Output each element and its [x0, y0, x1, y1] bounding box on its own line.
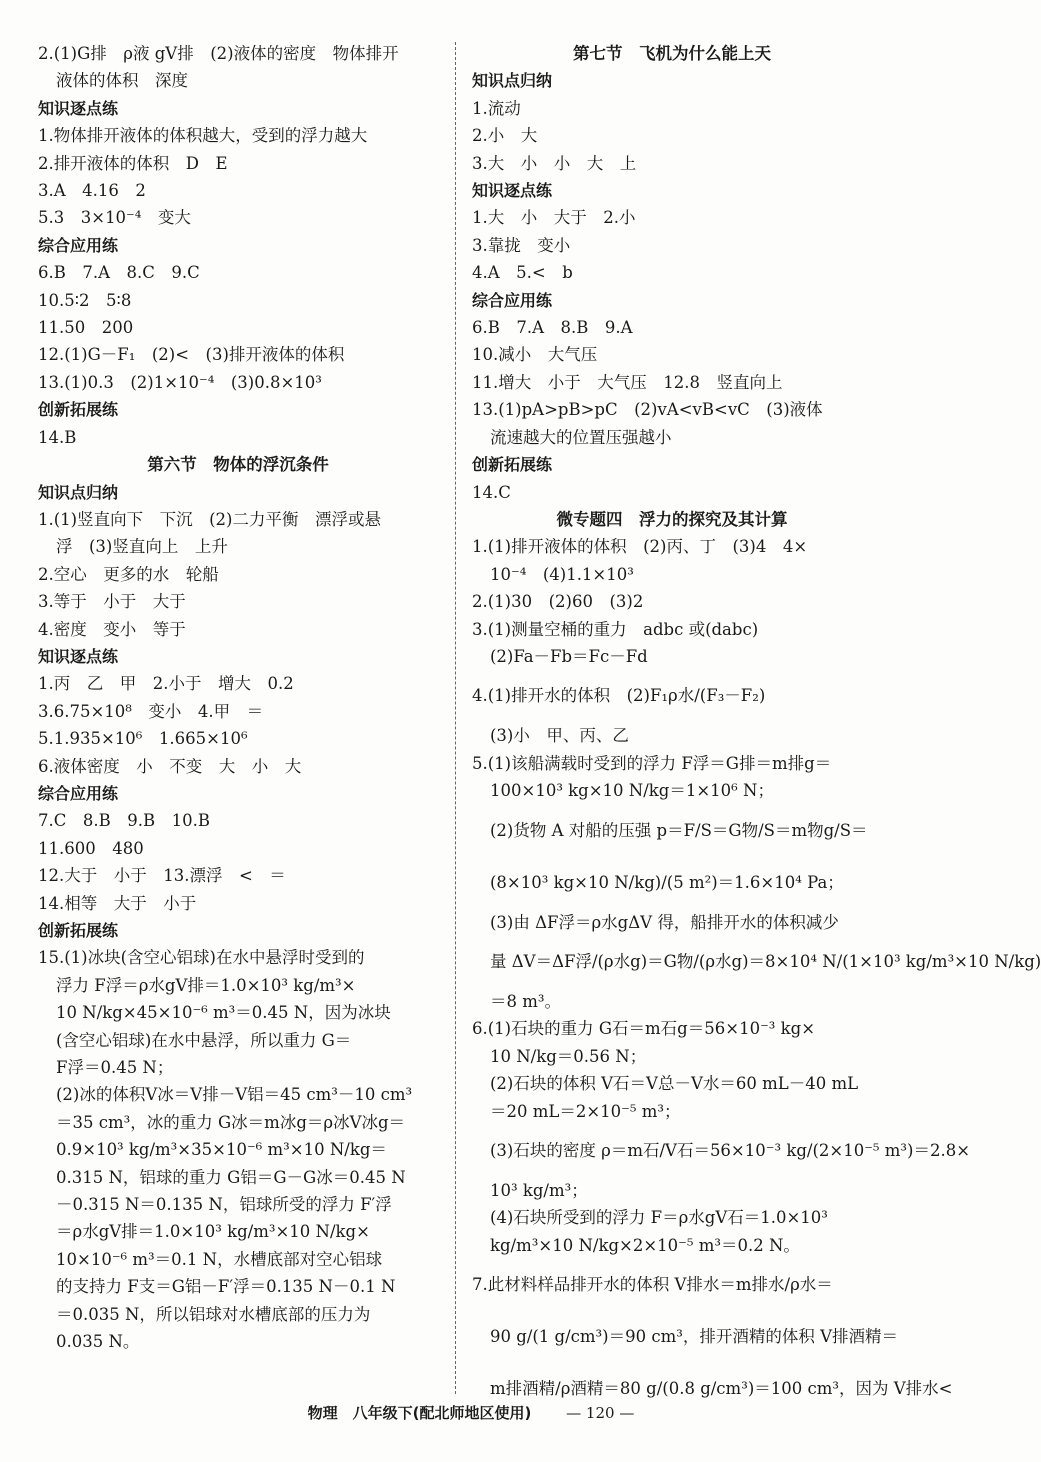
answer-line: (8×10³ kg×10 N/kg)/(5 m²)＝1.6×10⁴ Pa； [490, 872, 844, 892]
answer-line: (含空心铝球)在水中悬浮，所以重力 G＝ [56, 1030, 352, 1050]
column-divider [455, 42, 456, 1394]
answer-line: 5.1.935×10⁶ 1.665×10⁶ [38, 729, 248, 749]
answer-line: 1.(1)竖直向下 下沉 (2)二力平衡 漂浮或悬 [38, 509, 381, 529]
answer-line: 5.(1)该船满载时受到的浮力 F浮＝G排＝m排g＝ [472, 753, 832, 773]
answer-line: m排酒精/ρ酒精＝80 g/(0.8 g/cm³)＝100 cm³，因为 V排水< [490, 1379, 953, 1399]
answer-line: (2)冰的体积V冰＝V排－V铝＝45 cm³－10 cm³ [56, 1085, 413, 1105]
section-heading: 知识逐点练 [472, 181, 553, 201]
answer-line: 10.5∶2 5∶8 [38, 290, 132, 310]
answer-line: 6.B 7.A 8.B 9.A [472, 318, 633, 338]
answer-line: 14.B [38, 427, 77, 447]
answer-line: ＝ρ水gV排＝1.0×10³ kg/m³×10 N/kg× [56, 1222, 370, 1242]
right-column [472, 40, 1041, 1415]
answer-line: ＝8 m³。 [490, 991, 562, 1011]
answer-line: 4.(1)排开水的体积 (2)F₁ρ水/(F₃－F₂) [472, 686, 766, 706]
answer-line: 浮 (3)竖直向上 上升 [56, 537, 228, 557]
answer-line: 浮力 F浮＝ρ水gV排＝1.0×10³ kg/m³× [56, 975, 356, 995]
answer-line: 12.大于 小于 13.漂浮 < ＝ [38, 866, 286, 886]
answer-line: 4.密度 变小 等于 [38, 619, 186, 639]
section-heading: 创新拓展练 [472, 455, 553, 475]
answer-line: 2.(1)G排 ρ液 gV排 (2)液体的密度 物体排开 [38, 44, 399, 63]
answer-line: (3)由 ΔF浮＝ρ水gΔV 得，船排开水的体积减少 [490, 912, 839, 932]
answer-line: (2)石块的体积 V石＝V总－V水＝60 mL－40 mL [490, 1074, 859, 1094]
answer-line: 6.(1)石块的重力 G石＝m石g＝56×10⁻³ kg× [472, 1019, 816, 1039]
answer-line: 2.小 大 [472, 126, 538, 146]
answer-line: 3.大 小 小 大 上 [472, 153, 637, 173]
answer-line: 12.(1)G－F₁ (2)< (3)排开液体的体积 [38, 345, 345, 365]
answer-line: 量 ΔV＝ΔF浮/(ρ水g)＝G物/(ρ水g)＝8×10⁴ N/(1×10³ kg/m³×10 N/kg) [490, 951, 1041, 971]
chapter-title: 微专题四 浮力的探究及其计算 [556, 509, 788, 529]
answer-line: 10×10⁻⁶ m³＝0.1 N，水槽底部对空心铝球 [56, 1249, 383, 1269]
section-heading: 知识逐点练 [38, 646, 119, 666]
answer-line: 1.物体排开液体的体积越大，受到的浮力越大 [38, 126, 368, 146]
answer-line: (4)石块所受到的浮力 F＝ρ水gV石＝1.0×10³ [490, 1208, 828, 1228]
answer-line: ＝35 cm³，冰的重力 G冰＝m冰g＝ρ冰V冰g＝ [56, 1112, 406, 1132]
answer-line: 0.315 N，铝球的重力 G铝＝G－G冰＝0.45 N [56, 1167, 406, 1187]
answer-line: 4.A 5.< b [472, 263, 573, 283]
answer-line: －0.315 N＝0.135 N，铝球所受的浮力 F′浮 [56, 1195, 392, 1215]
answer-line: 13.(1)pA>pB>pC (2)vA<vB<vC (3)液体 [472, 400, 823, 420]
answer-line: 3.6.75×10⁸ 变小 4.甲 ＝ [38, 701, 264, 721]
answer-line: 11.600 480 [38, 838, 144, 858]
answer-line: 液体的体积 深度 [56, 71, 188, 91]
answer-line: 10 N/kg×45×10⁻⁶ m³＝0.45 N，因为冰块 [56, 1003, 391, 1023]
footer-book-info: 物理 八年级下(配北师地区使用) [307, 1404, 532, 1422]
answer-line: 0.9×10³ kg/m³×35×10⁻⁶ m³×10 N/kg＝ [56, 1140, 387, 1160]
answer-line: 0.035 N。 [56, 1332, 140, 1352]
answer-line: 3.(1)测量空桶的重力 adbc 或(dabc) [472, 619, 759, 639]
page-number: — 120 — [566, 1404, 635, 1422]
answer-line: 流速越大的位置压强越小 [490, 427, 672, 447]
section-heading: 综合应用练 [38, 783, 119, 803]
answer-line: 6.B 7.A 8.C 9.C [38, 263, 200, 283]
answer-line: 11.增大 小于 大气压 12.8 竖直向上 [472, 372, 783, 392]
answer-line: 10³ kg/m³； [490, 1181, 588, 1200]
answer-line: 3.A 4.16 2 [38, 181, 146, 201]
answer-line: 100×10³ kg×10 N/kg＝1×10⁶ N； [490, 781, 774, 801]
left-column [38, 40, 438, 1356]
answer-line: 90 g/(1 g/cm³)＝90 cm³，排开酒精的体积 V排酒精＝ [490, 1327, 899, 1347]
section-heading: 知识逐点练 [38, 98, 119, 118]
section-heading: 综合应用练 [38, 235, 119, 255]
answer-line: 3.靠拢 变小 [472, 235, 571, 255]
answer-line: 1.丙 乙 甲 2.小于 增大 0.2 [38, 674, 294, 694]
answer-line: (2)货物 A 对船的压强 p＝F/S＝G物/S＝m物g/S＝ [490, 820, 868, 840]
answer-line: 3.等于 小于 大于 [38, 592, 186, 612]
answer-line: (3)小 甲、丙、乙 [490, 726, 629, 746]
answer-line: 10 N/kg＝0.56 N； [490, 1046, 647, 1066]
answer-line: 7.C 8.B 9.B 10.B [38, 811, 210, 831]
answer-line: 14.C [472, 482, 511, 502]
answer-line: (2)Fa－Fb＝Fc－Fd [490, 646, 648, 666]
answer-line: 2.排开液体的体积 D E [38, 153, 228, 173]
answer-line: 1.大 小 大于 2.小 [472, 208, 636, 228]
answer-line: 2.空心 更多的水 轮船 [38, 564, 219, 584]
answer-line: (3)石块的密度 ρ＝m石/V石＝56×10⁻³ kg/(2×10⁻⁵ m³)＝2.8× [490, 1141, 971, 1160]
answer-line: kg/m³×10 N/kg×2×10⁻⁵ m³＝0.2 N。 [490, 1235, 800, 1255]
section-heading: 创新拓展练 [38, 400, 119, 420]
answer-line: 1.(1)排开液体的体积 (2)丙、丁 (3)4 4× [472, 537, 808, 557]
section-heading: 知识点归纳 [472, 71, 553, 91]
answer-line: F浮＝0.45 N； [56, 1058, 174, 1078]
answer-line: 2.(1)30 (2)60 (3)2 [472, 592, 644, 612]
answer-line: 6.液体密度 小 不变 大 小 大 [38, 756, 302, 776]
chapter-title: 第六节 物体的浮沉条件 [147, 455, 329, 475]
answer-line: 7.此材料样品排开水的体积 V排水＝m排水/ρ水＝ [472, 1275, 833, 1295]
answer-line: 1.流动 [472, 98, 521, 118]
answer-line: 10⁻⁴ (4)1.1×10³ [490, 564, 634, 584]
answer-line: 14.相等 大于 小于 [38, 893, 197, 913]
answer-line: 5.3 3×10⁻⁴ 变大 [38, 208, 191, 228]
answer-line: 11.50 200 [38, 318, 134, 338]
page-footer [0, 1402, 942, 1423]
section-heading: 创新拓展练 [38, 921, 119, 940]
answer-line: ＝0.035 N，所以铝球对水槽底部的压力为 [56, 1304, 371, 1324]
answer-line: 15.(1)冰块(含空心铝球)在水中悬浮时受到的 [38, 948, 365, 968]
answer-line: ＝20 mL＝2×10⁻⁵ m³； [490, 1101, 681, 1121]
answer-line: 的支持力 F支＝G铝－F′浮＝0.135 N－0.1 N [56, 1277, 396, 1297]
section-heading: 综合应用练 [472, 290, 553, 310]
answer-line: 10.减小 大气压 [472, 345, 598, 365]
answer-line: 13.(1)0.3 (2)1×10⁻⁴ (3)0.8×10³ [38, 372, 322, 392]
section-heading: 知识点归纳 [38, 482, 119, 502]
chapter-title: 第七节 飞机为什么能上天 [573, 44, 771, 63]
